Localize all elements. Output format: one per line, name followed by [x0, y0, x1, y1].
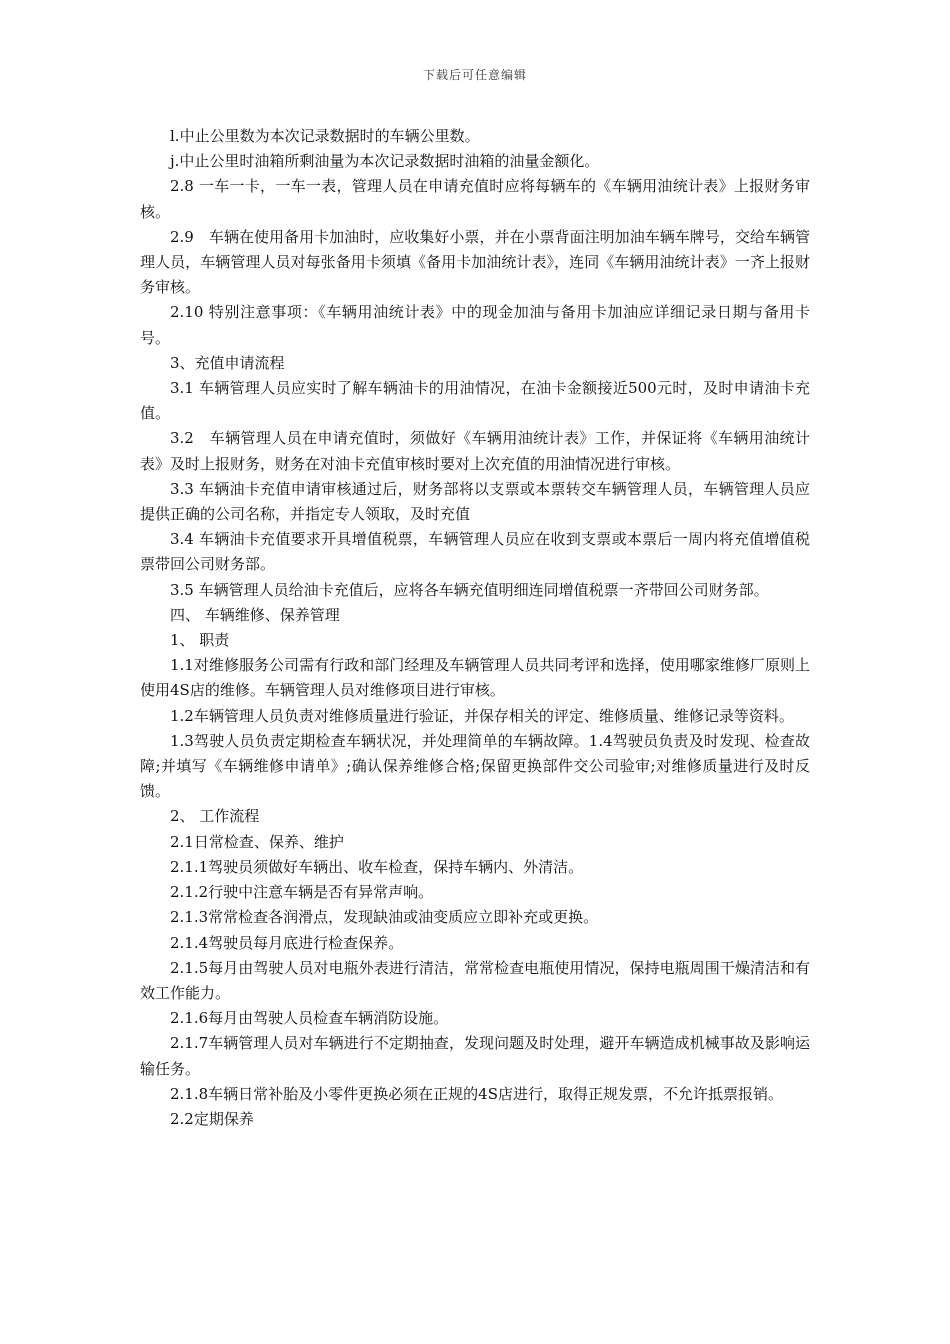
section-heading: 3、充值申请流程: [170, 353, 285, 372]
paragraph: 1.2车辆管理人员负责对维修质量进行验证，并保存相关的评定、维修质量、维修记录等资料。: [170, 706, 794, 725]
paragraph: 2.1.5每月由驾驶人员对电瓶外表进行清洁，常常检查电瓶使用情况，保持电瓶周围干燥清洁和有效工作能力。: [140, 958, 810, 1002]
chapter-heading: 四、 车辆维修、保养管理: [170, 605, 340, 624]
paragraph: 1.1对维修服务公司需有行政和部门经理及车辆管理人员共同考评和选择，使用哪家维修厂原则上使用4S店的维修。车辆管理人员对维修项目进行审核。: [140, 656, 810, 700]
section-heading: 1、 职责: [170, 631, 230, 650]
paragraph: 2.8 一车一卡，一车一表，管理人员在申请充值时应将每辆车的《车辆用油统计表》上报财务审核。: [140, 177, 810, 221]
section-heading: 2、 工作流程: [170, 807, 260, 826]
paragraph: 3.1 车辆管理人员应实时了解车辆油卡的用油情况，在油卡金额接近500元时，及时申请油卡充值。: [140, 379, 810, 423]
paragraph: 2.1.4驾驶员每月底进行检查保养。: [170, 933, 404, 952]
paragraph: 2.1.1驾驶员须做好车辆出、收车检查，保持车辆内、外清洁。: [170, 857, 584, 876]
paragraph: j.中止公里时油箱所剩油量为本次记录数据时油箱的油量金额化。: [170, 152, 600, 171]
document-body: [140, 124, 810, 1132]
paragraph: 2.1.3常常检查各润滑点，发现缺油或油变质应立即补充或更换。: [170, 908, 599, 927]
paragraph: 1.3驾驶人员负责定期检查车辆状况，并处理简单的车辆故障。1.4驾驶员负责及时发现、检查故障;并填写《车辆维修申请单》;确认保养维修合格;保留更换部件交公司验审;对维修质量进行及时反馈。: [140, 731, 810, 801]
paragraph: 2.1.6每月由驾驶人员检查车辆消防设施。: [170, 1009, 449, 1028]
paragraph: 3.5 车辆管理人员给油卡充值后，应将各车辆充值明细连同增值税票一齐带回公司财务部。: [170, 580, 769, 599]
subsection-heading: 2.2定期保养: [170, 1109, 254, 1128]
paragraph: 3.4 车辆油卡充值要求开具增值税票，车辆管理人员应在收到支票或本票后一周内将充值增值税票带回公司财务部。: [140, 530, 810, 574]
paragraph: l.中止公里数为本次记录数据时的车辆公里数。: [170, 127, 480, 145]
paragraph: 3.2 车辆管理人员在申请充值时，须做好《车辆用油统计表》工作，并保证将《车辆用油统计表》及时上报财务，财务在对油卡充值审核时要对上次充值的用油情况进行审核。: [140, 429, 810, 473]
paragraph: 2.1.8车辆日常补胎及小零件更换必须在正规的4S店进行，取得正规发票，不允许抵票报销。: [170, 1084, 783, 1103]
paragraph: 3.3 车辆油卡充值申请审核通过后，财务部将以支票或本票转交车辆管理人员，车辆管理人员应提供正确的公司名称，并指定专人领取，及时充值: [140, 479, 810, 524]
subsection-heading: 2.1日常检查、保养、维护: [170, 832, 344, 851]
paragraph: 2.1.2行驶中注意车辆是否有异常声响。: [170, 883, 434, 902]
paragraph: 2.10 特别注意事项：《车辆用油统计表》中的现金加油与备用卡加油应详细记录日期与备用卡号。: [140, 303, 810, 347]
paragraph: 2.1.7车辆管理人员对车辆进行不定期抽查，发现问题及时处理，避开车辆造成机械事故及影响运输任务。: [140, 1034, 810, 1078]
page-header: 下载后可任意编辑: [422, 68, 527, 82]
paragraph: 2.9 车辆在使用备用卡加油时，应收集好小票，并在小票背面注明加油车辆车牌号，交给车辆管理人员，车辆管理人员对每张备用卡须填《备用卡加油统计表》，连同《车辆用油统计表》一齐上报财务审核。: [140, 227, 810, 297]
